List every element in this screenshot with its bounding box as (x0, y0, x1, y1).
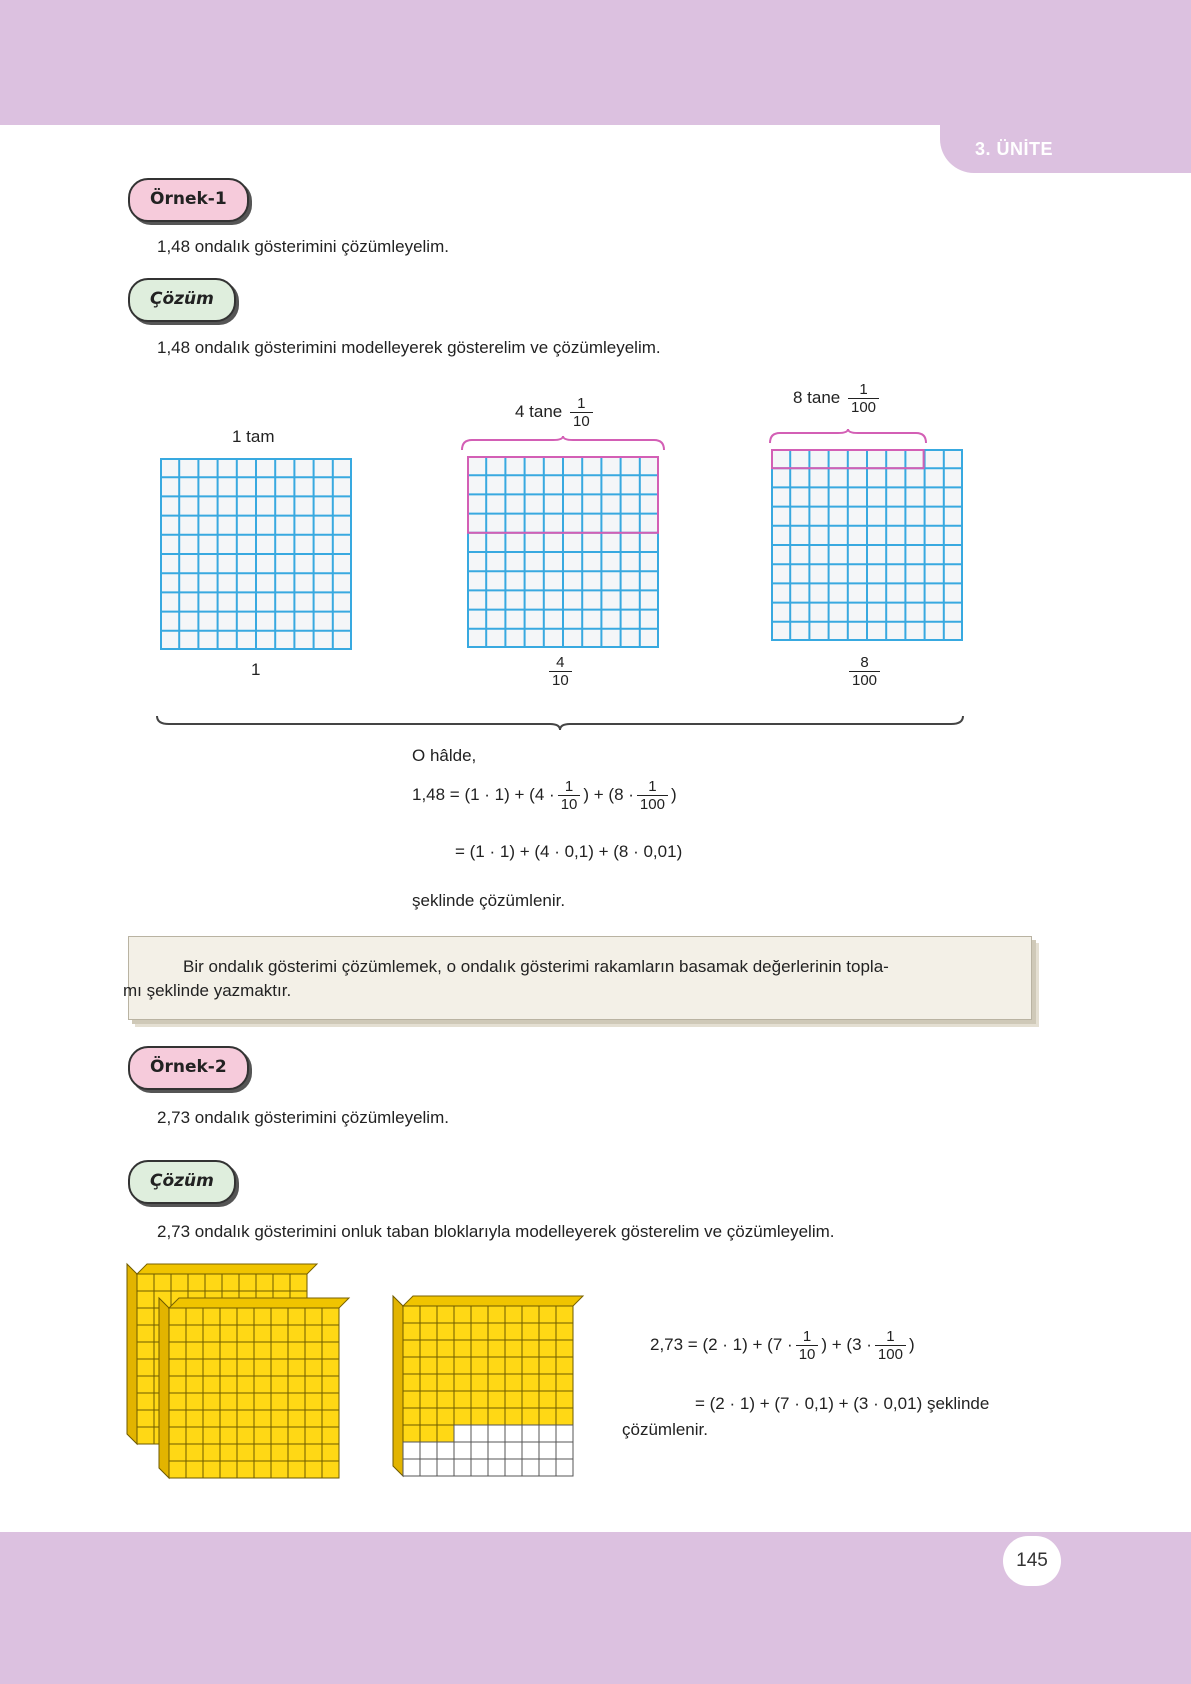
tenths-caption-prefix: 4 tane (515, 401, 563, 421)
unit-label: 3. ÜNİTE (975, 139, 1054, 159)
block-cube (154, 1274, 171, 1291)
block-side-face (393, 1296, 403, 1476)
block-cube (256, 1274, 273, 1291)
block-cube (169, 1427, 186, 1444)
block-cube (437, 1357, 454, 1374)
block-cube (203, 1444, 220, 1461)
block-cube (271, 1359, 288, 1376)
block-cube (488, 1306, 505, 1323)
block-cube (137, 1291, 154, 1308)
block-cube (288, 1393, 305, 1410)
block-cube (539, 1306, 556, 1323)
block-cube (488, 1323, 505, 1340)
example-2-label: Örnek-2 (128, 1046, 249, 1090)
block-cube (454, 1391, 471, 1408)
block-cube (137, 1376, 154, 1393)
block-cube (454, 1459, 471, 1476)
block-cube (169, 1359, 186, 1376)
block-cube (305, 1444, 322, 1461)
definition-note (123, 936, 1032, 1020)
block-cube (420, 1340, 437, 1357)
block-cube (420, 1408, 437, 1425)
expr-part: ) + (3 · (821, 1334, 872, 1354)
fraction-numerator: 1 (570, 395, 593, 413)
fraction-numerator: 1 (848, 381, 879, 399)
block-cube (522, 1340, 539, 1357)
block-cube (471, 1306, 488, 1323)
block-cube (556, 1340, 573, 1357)
block-cube (505, 1306, 522, 1323)
block-cube (305, 1461, 322, 1478)
block-cube (254, 1444, 271, 1461)
block-cube (539, 1323, 556, 1340)
block-cube (254, 1461, 271, 1478)
block-cube (454, 1306, 471, 1323)
block-cube (322, 1342, 339, 1359)
block-cube (556, 1408, 573, 1425)
block-cube (505, 1408, 522, 1425)
block-cube (403, 1340, 420, 1357)
block-cube (471, 1408, 488, 1425)
block-cube (271, 1427, 288, 1444)
block-cube (203, 1461, 220, 1478)
solution-1-label: Çözüm (128, 278, 236, 322)
block-cube (420, 1391, 437, 1408)
whole-caption: 1 tam (232, 427, 275, 446)
block-cube (471, 1340, 488, 1357)
block-cube (539, 1459, 556, 1476)
solution-1-intro: 1,48 ondalık gösterimini modelleyerek gösterelim ve çözümleyelim. (157, 338, 661, 357)
block-cube (556, 1357, 573, 1374)
expr-part: 1,48 = (1 · 1) + (4 · (412, 784, 555, 804)
fraction (875, 1328, 906, 1363)
fraction-denominator: 100 (877, 1346, 903, 1363)
block-cube (273, 1274, 290, 1291)
ex2-result-line-3: çözümlenir. (622, 1420, 708, 1439)
block-cube (254, 1325, 271, 1342)
block-cube (539, 1374, 556, 1391)
block-cube (254, 1376, 271, 1393)
block-cube (271, 1393, 288, 1410)
block-cube (488, 1425, 505, 1442)
block-cube (271, 1410, 288, 1427)
block-cube (420, 1323, 437, 1340)
block-cube (539, 1357, 556, 1374)
expr-part: ) (670, 784, 677, 804)
block-cube (522, 1425, 539, 1442)
block-cube (186, 1376, 203, 1393)
block-cube (403, 1357, 420, 1374)
block-cube (505, 1323, 522, 1340)
note-line-2: mı şeklinde yazmaktır. (123, 981, 292, 1000)
block-cube (220, 1376, 237, 1393)
block-cube (271, 1461, 288, 1478)
block-cube (203, 1410, 220, 1427)
block-cube (288, 1308, 305, 1325)
result-lead: O hâlde, (412, 746, 477, 765)
block-cube (237, 1359, 254, 1376)
block-cube (420, 1442, 437, 1459)
block-cube (437, 1442, 454, 1459)
fraction-denominator: 10 (798, 1346, 816, 1363)
block-cube (137, 1274, 154, 1291)
block-cube (288, 1325, 305, 1342)
page-number: 145 (1003, 1536, 1061, 1586)
block-cube (403, 1442, 420, 1459)
example-2-prompt: 2,73 ondalık gösterimini çözümleyelim. (157, 1108, 449, 1127)
hundredths-grid (771, 449, 965, 643)
fraction-numerator: 1 (637, 778, 668, 796)
tenths-grid (467, 456, 661, 650)
block-cube (137, 1410, 154, 1427)
block-cube (454, 1323, 471, 1340)
tenths-fraction (549, 654, 572, 689)
block-cube (556, 1459, 573, 1476)
block-cube (237, 1427, 254, 1444)
block-cube (522, 1459, 539, 1476)
block-cube (505, 1459, 522, 1476)
block-cube (137, 1393, 154, 1410)
block-cube (254, 1427, 271, 1444)
block-cube (186, 1444, 203, 1461)
block-cube (254, 1342, 271, 1359)
block-cube (420, 1357, 437, 1374)
block-cube (186, 1410, 203, 1427)
example-1-label: Örnek-1 (128, 178, 249, 222)
block-cube (420, 1306, 437, 1323)
block-cube (288, 1359, 305, 1376)
fraction (558, 778, 581, 813)
block-cube (403, 1459, 420, 1476)
block-cube (403, 1425, 420, 1442)
ex2-result-line-1 (650, 1328, 915, 1363)
block-cube (522, 1357, 539, 1374)
ex2-result-line-2: = (2 · 1) + (7 · 0,1) + (3 · 0,01) şeklinde (695, 1394, 990, 1413)
block-cube (305, 1376, 322, 1393)
block-cube (505, 1425, 522, 1442)
block-cube (220, 1342, 237, 1359)
block-cube (203, 1325, 220, 1342)
block-cube (288, 1376, 305, 1393)
block-cube (539, 1442, 556, 1459)
block-cube (203, 1427, 220, 1444)
block-cube (186, 1427, 203, 1444)
block-cube (420, 1459, 437, 1476)
block-cube (203, 1308, 220, 1325)
block-cube (305, 1359, 322, 1376)
block-cube (505, 1357, 522, 1374)
block-cube (271, 1308, 288, 1325)
block-cube (288, 1461, 305, 1478)
block-cube (539, 1408, 556, 1425)
block-cube (169, 1444, 186, 1461)
block-cube (237, 1444, 254, 1461)
block-cube (505, 1442, 522, 1459)
block-cube (205, 1274, 222, 1291)
fraction-numerator: 8 (849, 654, 880, 672)
fraction-denominator: 10 (552, 672, 569, 689)
block-cube (505, 1340, 522, 1357)
block-cube (556, 1323, 573, 1340)
block-cube (539, 1340, 556, 1357)
block-cube (522, 1391, 539, 1408)
base-ten-blocks (125, 1262, 595, 1487)
block-cube (437, 1459, 454, 1476)
block-cube (488, 1391, 505, 1408)
top-band (0, 0, 1191, 125)
solution-2-label: Çözüm (128, 1160, 236, 1204)
block-cube (437, 1374, 454, 1391)
block-cube (254, 1393, 271, 1410)
hundredths-caption-prefix: 8 tane (793, 387, 841, 407)
block-cube (488, 1459, 505, 1476)
block-cube (186, 1308, 203, 1325)
block-cube (203, 1359, 220, 1376)
block-cube (505, 1391, 522, 1408)
hundredths-fraction (849, 654, 880, 689)
block-cube (137, 1359, 154, 1376)
block-cube (437, 1306, 454, 1323)
hundredths-value (846, 654, 883, 689)
fraction-numerator: 4 (549, 654, 572, 672)
block-cube (220, 1410, 237, 1427)
block-cube (186, 1461, 203, 1478)
fraction-denominator: 10 (573, 413, 590, 430)
block-cube (437, 1323, 454, 1340)
block-cube (305, 1308, 322, 1325)
expr-part: ) (908, 1334, 915, 1354)
block-cube (169, 1342, 186, 1359)
block-cube (322, 1410, 339, 1427)
result-line-2: = (1 · 1) + (4 · 0,1) + (8 · 0,01) (455, 842, 683, 861)
block-cube (488, 1408, 505, 1425)
tenths-brace (460, 436, 666, 452)
block-cube (522, 1442, 539, 1459)
hundredths-caption (793, 381, 882, 416)
expr-part: 2,73 = (2 · 1) + (7 · (650, 1334, 793, 1354)
note-text (123, 937, 1031, 1003)
block-cube (290, 1274, 307, 1291)
block-cube (288, 1444, 305, 1461)
block-cube (237, 1410, 254, 1427)
block-cube (169, 1461, 186, 1478)
block-cube (305, 1427, 322, 1444)
block-cube (322, 1376, 339, 1393)
fraction-numerator: 1 (558, 778, 581, 796)
block-cube (271, 1342, 288, 1359)
block-cube (322, 1308, 339, 1325)
block-side-face (127, 1264, 137, 1444)
block-cube (203, 1376, 220, 1393)
block-cube (203, 1393, 220, 1410)
block-cube (220, 1308, 237, 1325)
block-cube (237, 1342, 254, 1359)
block-cube (471, 1374, 488, 1391)
block-cube (522, 1408, 539, 1425)
block-cube (186, 1342, 203, 1359)
block-cube (539, 1425, 556, 1442)
block-cube (203, 1342, 220, 1359)
block-cube (271, 1325, 288, 1342)
block-cube (254, 1410, 271, 1427)
block-cube (220, 1461, 237, 1478)
block-cube (288, 1427, 305, 1444)
block-cube (222, 1274, 239, 1291)
block-cube (305, 1342, 322, 1359)
block-cube (505, 1374, 522, 1391)
block-cube (556, 1425, 573, 1442)
block-cube (322, 1393, 339, 1410)
block-cube (137, 1325, 154, 1342)
block-cube (220, 1444, 237, 1461)
block-cube (556, 1306, 573, 1323)
block-cube (171, 1274, 188, 1291)
block-cube (471, 1459, 488, 1476)
block-cube (137, 1308, 154, 1325)
example-1-prompt: 1,48 ondalık gösterimini çözümleyelim. (157, 237, 449, 256)
block-cube (271, 1376, 288, 1393)
block-cube (454, 1340, 471, 1357)
block-cube (556, 1442, 573, 1459)
note-line-1: Bir ondalık gösterimi çözümlemek, o ondalık gösterimi rakamların basamak değerlerinin topla- (183, 957, 889, 976)
block-top-face (137, 1264, 317, 1274)
summary-brace (155, 712, 967, 732)
block-cube (271, 1444, 288, 1461)
fraction-denominator: 100 (851, 399, 877, 416)
block-cube (288, 1410, 305, 1427)
block-cube (471, 1323, 488, 1340)
block-cube (437, 1391, 454, 1408)
block-top-face (169, 1298, 349, 1308)
block-cube (403, 1374, 420, 1391)
block-cube (488, 1374, 505, 1391)
block-cube (322, 1461, 339, 1478)
block-cube (220, 1325, 237, 1342)
block-cube (437, 1340, 454, 1357)
block-cube (137, 1427, 154, 1444)
block-cube (403, 1306, 420, 1323)
block-cube (186, 1393, 203, 1410)
block-cube (488, 1357, 505, 1374)
block-cube (471, 1442, 488, 1459)
block-cube (322, 1359, 339, 1376)
block-cube (186, 1359, 203, 1376)
block-cube (539, 1391, 556, 1408)
block-cube (471, 1357, 488, 1374)
block-cube (220, 1427, 237, 1444)
fraction-numerator: 1 (796, 1328, 819, 1346)
block-cube (237, 1325, 254, 1342)
fraction-numerator: 1 (875, 1328, 906, 1346)
block-cube (322, 1427, 339, 1444)
hundredths-caption-fraction (848, 381, 879, 416)
block-cube (437, 1425, 454, 1442)
block-cube (186, 1325, 203, 1342)
block-top-face (403, 1296, 583, 1306)
block-cube (454, 1374, 471, 1391)
tenths-caption-fraction (570, 395, 593, 430)
block-cube (188, 1274, 205, 1291)
block-cube (254, 1359, 271, 1376)
hundredths-brace (768, 429, 928, 445)
whole-value: 1 (251, 660, 261, 679)
whole-grid (160, 458, 354, 652)
block-cube (305, 1410, 322, 1427)
block-cube (522, 1323, 539, 1340)
block-cube (220, 1359, 237, 1376)
block-cube (169, 1410, 186, 1427)
block-cube (237, 1461, 254, 1478)
block-side-face (159, 1298, 169, 1478)
fraction-denominator: 100 (639, 796, 665, 813)
block-cube (471, 1425, 488, 1442)
block-cube (420, 1374, 437, 1391)
block-cube (239, 1274, 256, 1291)
block-cube (437, 1408, 454, 1425)
block-cube (454, 1442, 471, 1459)
block-cube (305, 1325, 322, 1342)
block-cube (403, 1408, 420, 1425)
block-cube (322, 1444, 339, 1461)
block-cube (220, 1393, 237, 1410)
block-cube (137, 1342, 154, 1359)
result-tail: şeklinde çözümlenir. (412, 891, 566, 910)
block-cube (522, 1306, 539, 1323)
block-cube (556, 1391, 573, 1408)
fraction (637, 778, 668, 813)
block-cube (454, 1408, 471, 1425)
block-cube (556, 1374, 573, 1391)
block-cube (288, 1342, 305, 1359)
block-cube (169, 1393, 186, 1410)
block-cube (237, 1308, 254, 1325)
block-cube (454, 1425, 471, 1442)
result-line-1 (412, 778, 677, 813)
block-cube (305, 1393, 322, 1410)
block-cube (169, 1376, 186, 1393)
tenths-value (546, 654, 575, 689)
block-cube (522, 1374, 539, 1391)
block-cube (254, 1308, 271, 1325)
block-cube (237, 1393, 254, 1410)
block-cube (403, 1323, 420, 1340)
block-cube (169, 1308, 186, 1325)
expr-part: ) + (8 · (583, 784, 634, 804)
block-cube (322, 1325, 339, 1342)
fraction-denominator: 10 (560, 796, 578, 813)
block-cube (420, 1425, 437, 1442)
block-cube (488, 1442, 505, 1459)
fraction (796, 1328, 819, 1363)
block-cube (471, 1391, 488, 1408)
block-cube (403, 1391, 420, 1408)
fraction-denominator: 100 (852, 672, 878, 689)
block-cube (454, 1357, 471, 1374)
solution-2-intro: 2,73 ondalık gösterimini onluk taban bloklarıyla modelleyerek gösterelim ve çözümleyelim. (157, 1222, 835, 1241)
block-cube (237, 1376, 254, 1393)
block-cube (169, 1325, 186, 1342)
block-cube (488, 1340, 505, 1357)
tenths-caption (515, 395, 596, 430)
